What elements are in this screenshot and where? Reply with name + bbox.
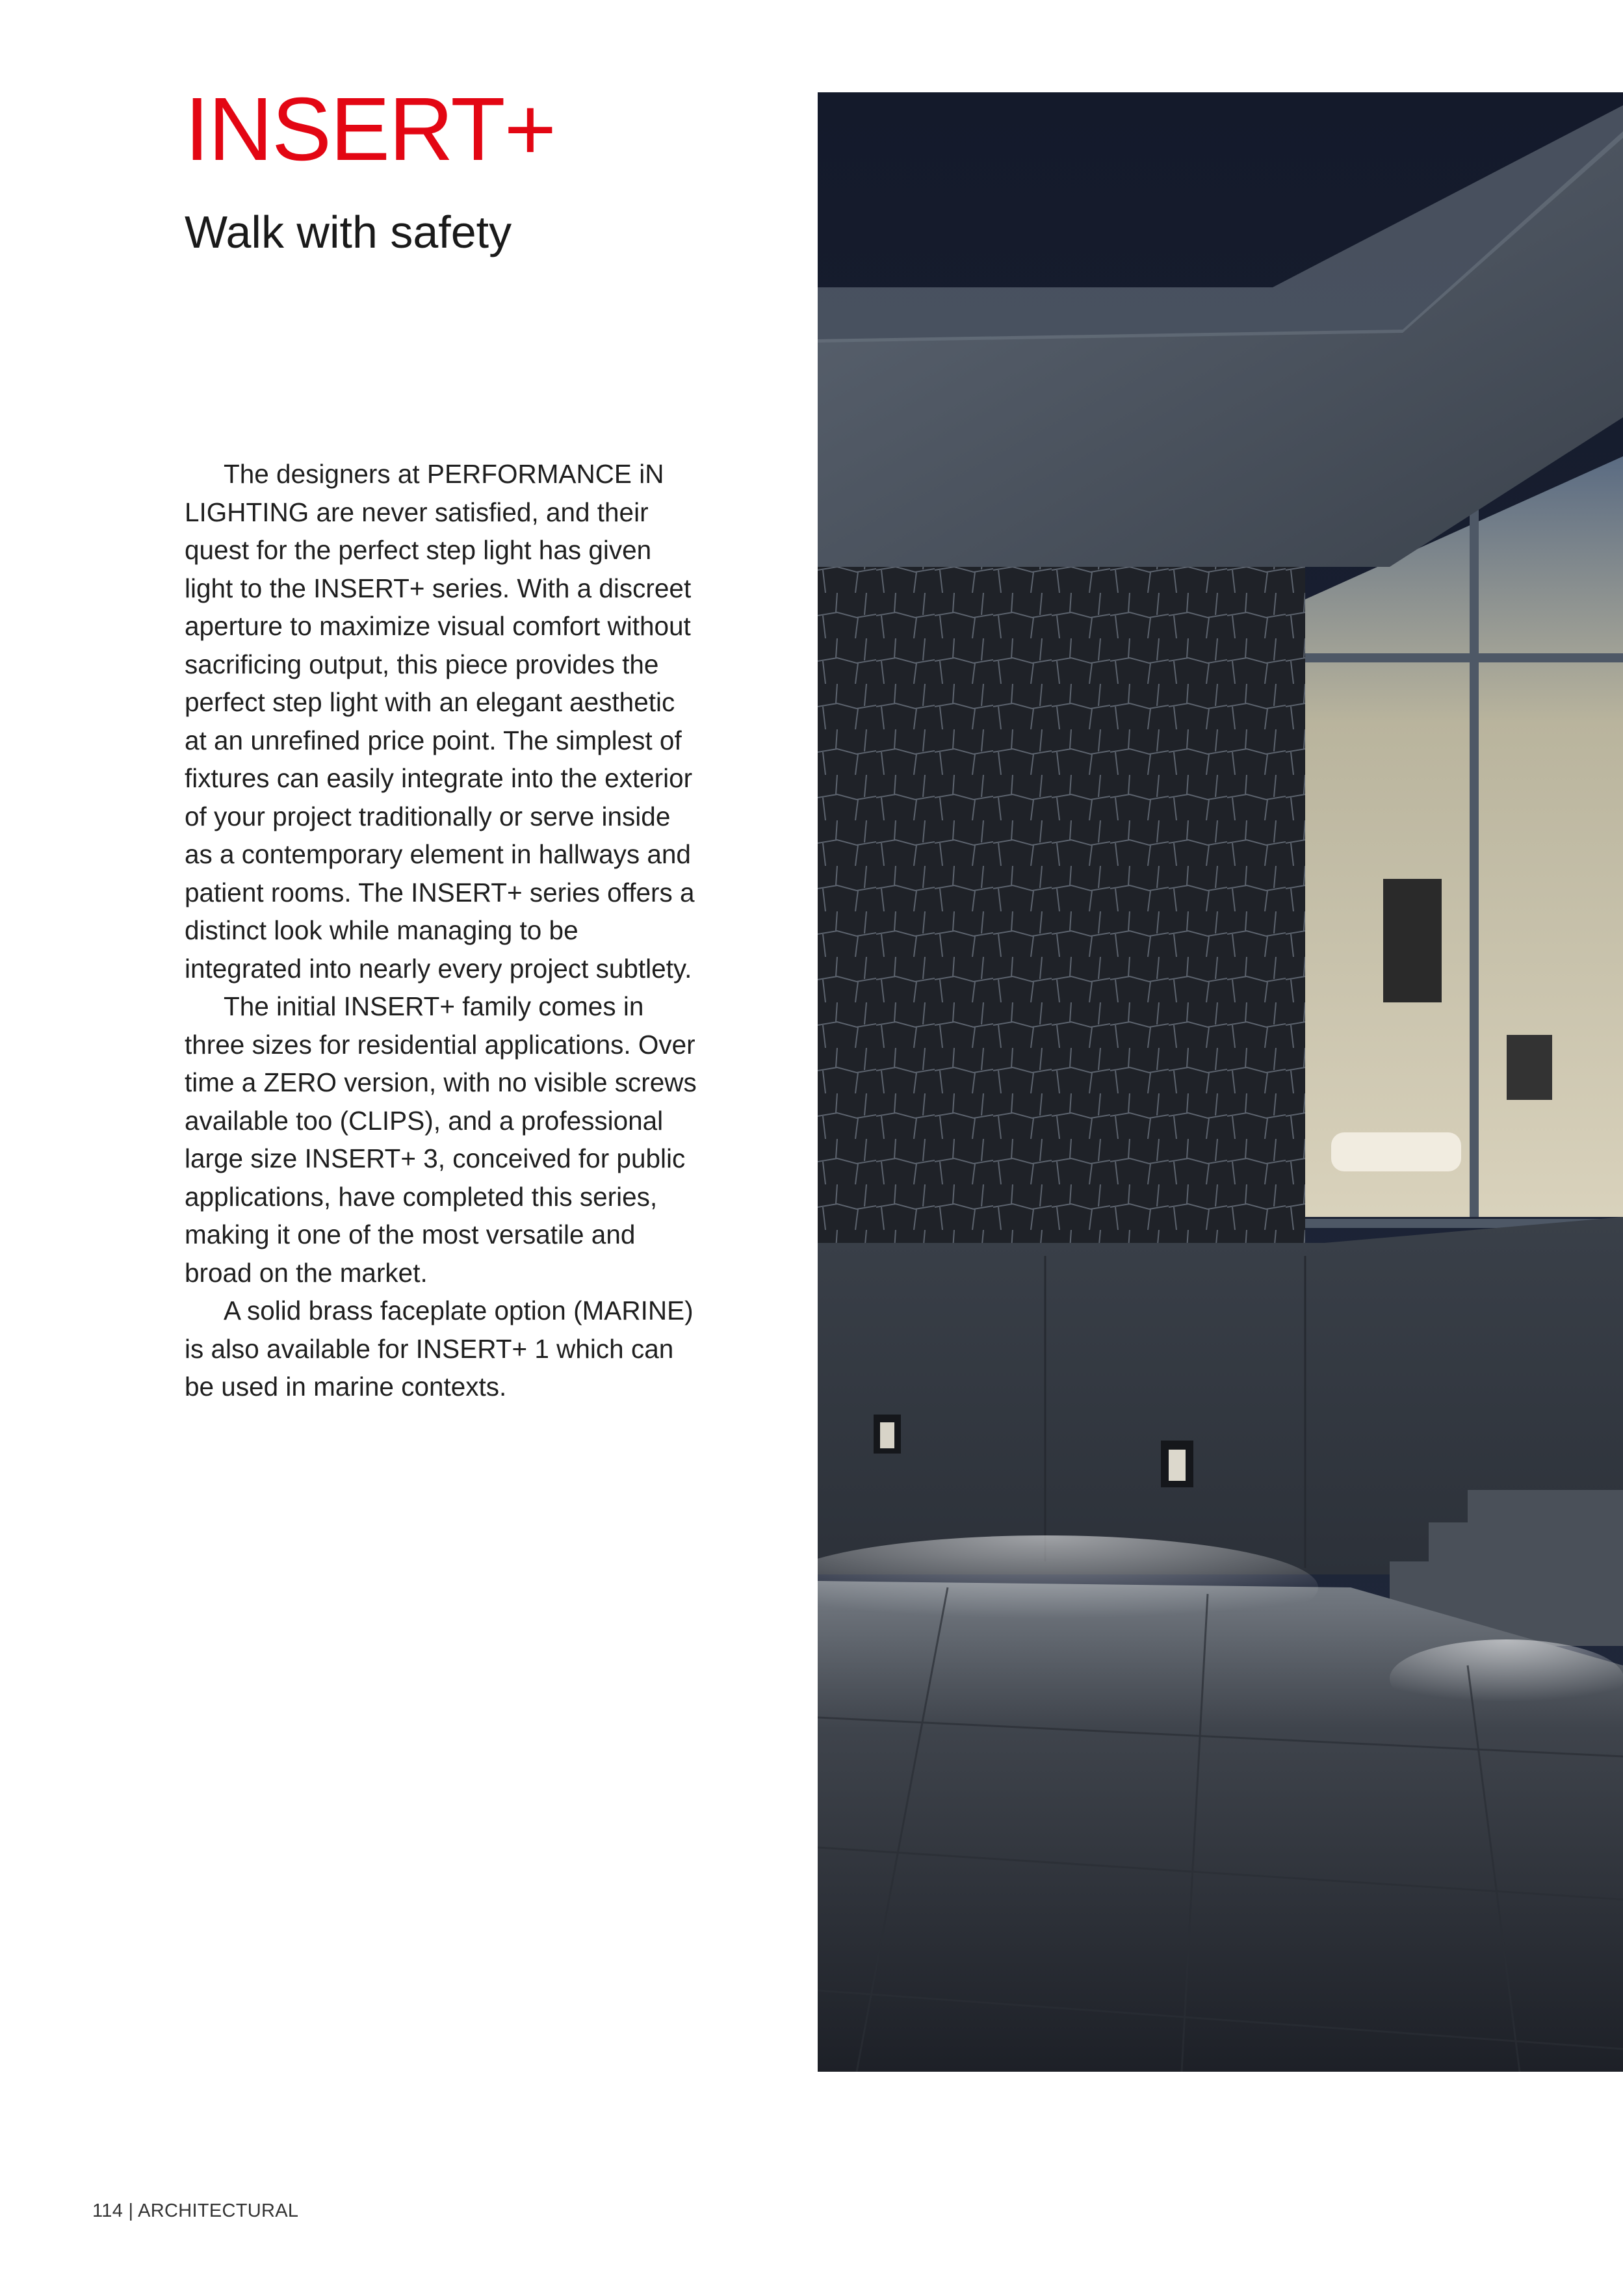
body-text [185,455,698,1406]
hero-photo [818,92,1623,2072]
page-title: INSERT+ [185,79,556,179]
body-paragraph: The initial INSERT+ family comes in three sizes for residential applications. Over time a ZERO version, with no visible screws available too (CLIPS), and a professional large size INSERT+ 3, conceived for public applications, have completed this series, making it one of the most versatile and broad on the market. [185,991,697,1288]
page-subtitle: Walk with safety [185,207,512,257]
page-footer: 114 | ARCHITECTURAL [92,2200,299,2221]
body-paragraph: A solid brass faceplate option (MARINE) is also available for INSERT+ 1 which can be used in marine contexts. [185,1296,694,1402]
body-paragraph: The designers at PERFORMANCE iN LIGHTING are never satisfied, and their quest for the perfect step light has given light to the INSERT+ series. With a discreet aperture to maximize visual comfort without sacrificing output, this piece provides the perfect step light with an elegant aesthetic at an unrefined price point. The simplest of fixtures can easily integrate into the exterior of your project traditionally or serve inside as a contemporary element in hallways and patient rooms. The INSERT+ series offers a distinct look while managing to be integrated into nearly every project subtlety. [185,459,695,984]
